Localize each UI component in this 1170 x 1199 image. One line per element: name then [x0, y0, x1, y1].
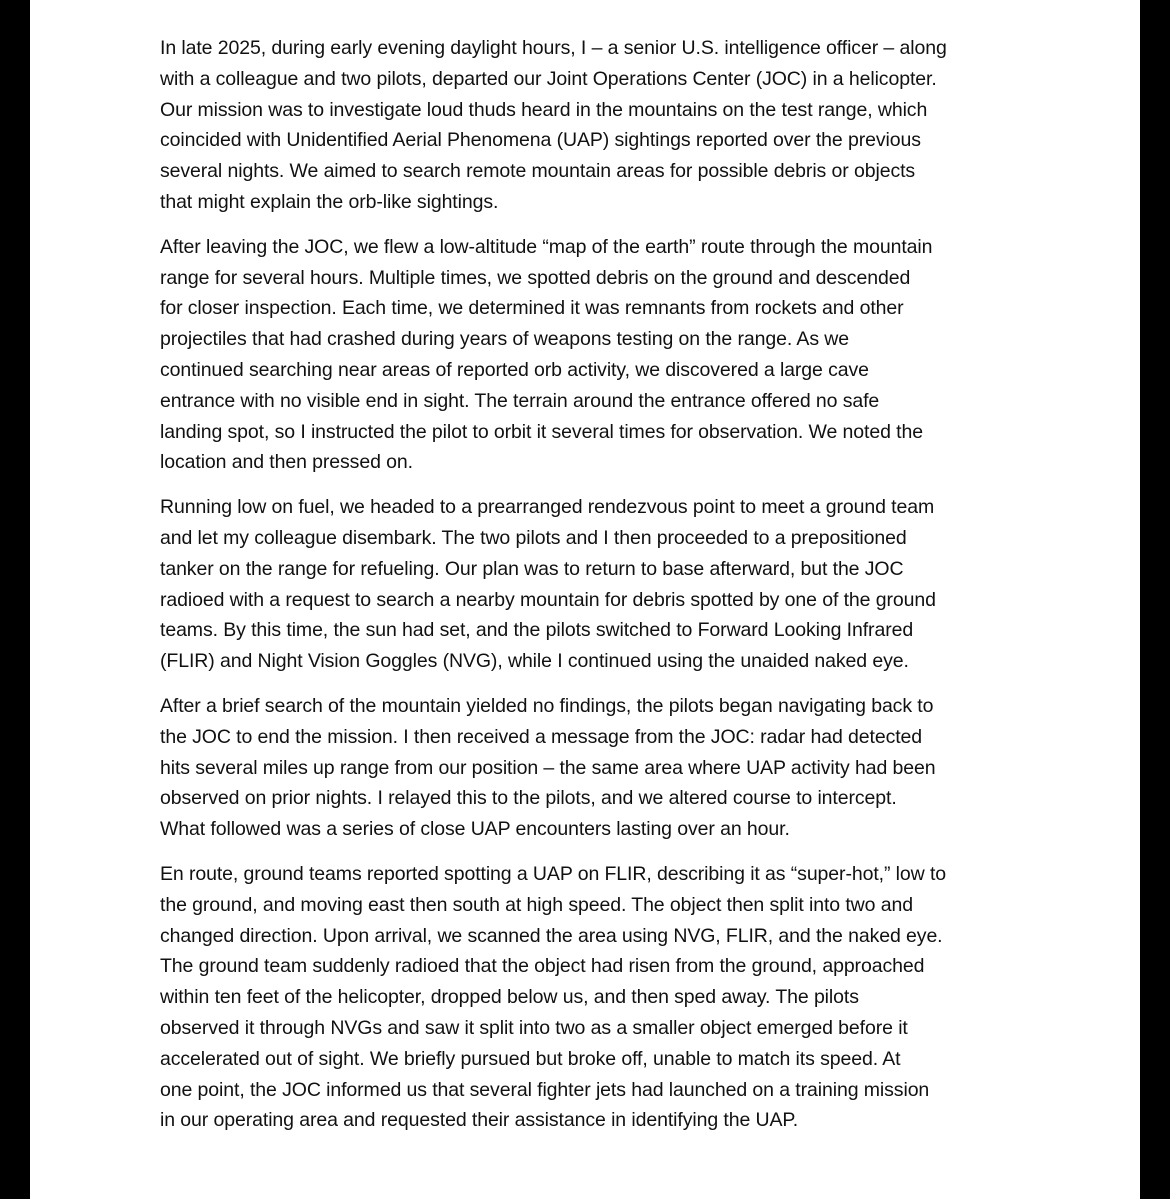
- paragraph-2: After leaving the JOC, we flew a low-altitude “map of the earth” route through the mountain range for several hours. Multiple times, we spotted debris on the ground and descended for closer inspection. Each time, we determined it was remnants from rockets and other projectiles that had crashed during years of weapons testing on the range. As we continued searching near areas of reported orb activity, we discovered a large cave entrance with no visible end in sight. The terrain around the entrance offered no safe landing spot, so I instructed the pilot to orbit it several times for observation. We noted the location and then pressed on.: [160, 235, 933, 474]
- paragraph-1: In late 2025, during early evening daylight hours, I – a senior U.S. intelligence officer – along with a colleague and two pilots, departed our Joint Operations Center (JOC) in a helicopter. Our mission was to investigate loud thuds heard in the mountains on the test range, which coincided with Unidentified Aerial Phenomena (UAP) sightings reported over the previous several nights. We aimed to search remote mountain areas for possible debris or objects that might explain the orb-like sightings.: [160, 37, 947, 213]
- document-body: [160, 33, 1020, 1150]
- document-page: [30, 0, 1140, 1199]
- paragraph-5: En route, ground teams reported spotting a UAP on FLIR, describing it as “super-hot,” low to the ground, and moving east then south at high speed. The object then split into two and changed direction. Upon arrival, we scanned the area using NVG, FLIR, and the naked eye. The ground team suddenly radioed that the object had risen from the ground, approached within ten feet of the helicopter, dropped below us, and then sped away. The pilots observed it through NVGs and saw it split into two as a smaller object emerged before it accelerated out of sight. We briefly pursued but broke off, unable to match its speed. At one point, the JOC informed us that several fighter jets had launched on a training mission in our operating area and requested their assistance in identifying the UAP.: [160, 862, 947, 1132]
- paragraph-4: After a brief search of the mountain yielded no findings, the pilots began navigating back to the JOC to end the mission. I then received a message from the JOC: radar had detected hits several miles up range from our position – the same area where UAP activity had been observed on prior nights. I relayed this to the pilots, and we altered course to intercept. What followed was a series of close UAP encounters lasting over an hour.: [160, 694, 936, 841]
- paragraph-3: Running low on fuel, we headed to a prearranged rendezvous point to meet a ground team and let my colleague disembark. The two pilots and I then proceeded to a prepositioned tanker on the range for refueling. Our plan was to return to base afterward, but the JOC radioed with a request to search a nearby mountain for debris spotted by one of the ground teams. By this time, the sun had set, and the pilots switched to Forward Looking Infrared (FLIR) and Night Vision Goggles (NVG), while I continued using the unaided naked eye.: [160, 496, 936, 673]
